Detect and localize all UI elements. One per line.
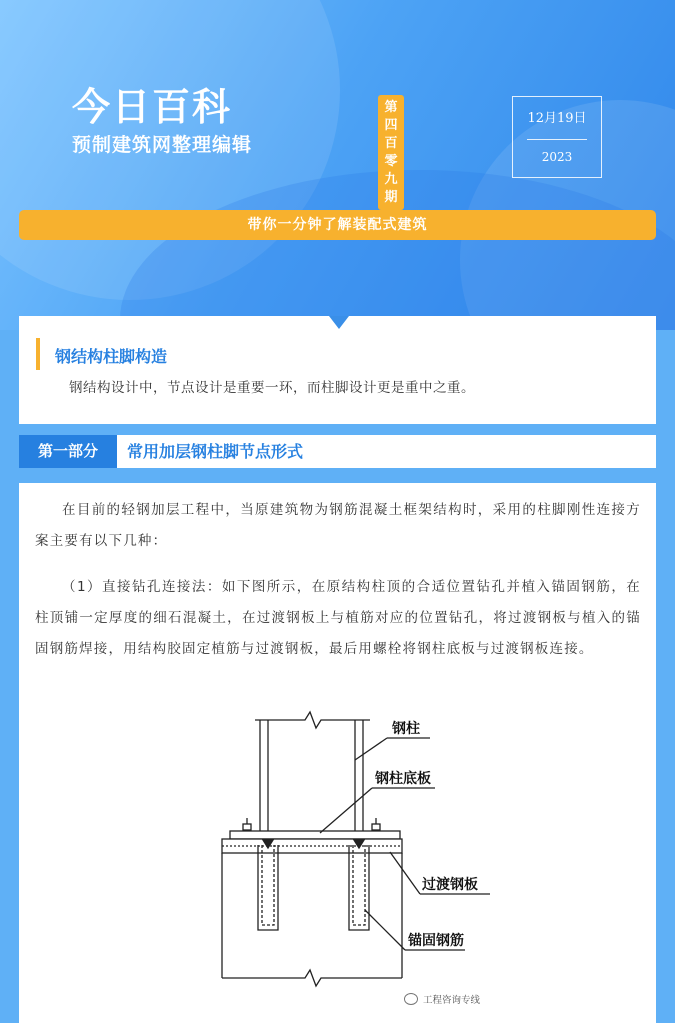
body-paragraph: （1）直接钻孔连接法：如下图所示，在原结构柱顶的合适位置钻孔并植入锚固钢筋，在柱顶铺一定厚度的细石混凝土，在过渡钢板上与植筋对应的位置钻孔，将过渡钢板与植入的锚固钢筋焊接，用结构胶固定植筋与过渡钢板，最后用螺栓将钢柱底板与过渡钢板连接。	[35, 579, 641, 657]
header-banner	[0, 0, 675, 330]
issue-char: 零	[384, 153, 398, 169]
page-title: 今日百科	[72, 85, 233, 129]
issue-char: 九	[384, 171, 398, 187]
label-transition-plate: 过渡钢板	[422, 877, 478, 893]
intro-text: 钢结构设计中，节点设计是重要一环，而柱脚设计更是重中之重。	[69, 380, 475, 396]
label-steel-column: 钢柱	[392, 721, 420, 737]
column-base-drawing	[200, 700, 500, 1000]
intro-heading: 钢结构柱脚构造	[55, 347, 168, 366]
page-subtitle: 预制建筑网整理编辑	[72, 134, 253, 156]
issue-char: 第	[384, 99, 398, 115]
date-day: 12月19日	[527, 111, 587, 126]
section-title: 常用加层钢柱脚节点形式	[127, 442, 304, 461]
intro-card	[19, 316, 656, 424]
tagline-banner: 带你一分钟了解装配式建筑	[19, 210, 656, 240]
heading-accent-bar	[36, 338, 40, 370]
date-box	[512, 96, 602, 178]
section-tag: 第一部分	[19, 435, 117, 468]
date-divider	[527, 139, 587, 140]
issue-char: 期	[384, 189, 398, 205]
down-arrow-icon	[329, 316, 349, 329]
issue-badge	[378, 95, 404, 210]
wechat-icon	[404, 993, 418, 1005]
date-year: 2023	[541, 150, 573, 164]
section-header	[19, 435, 656, 468]
issue-char: 百	[384, 135, 398, 151]
watermark-text: 工程咨询专线	[423, 995, 481, 1006]
label-anchor-bar: 锚固钢筋	[408, 933, 464, 949]
body-paragraph: 在目前的轻钢加层工程中，当原建筑物为钢筋混凝土框架结构时，采用的柱脚刚性连接方案主要有以下几种：	[35, 502, 641, 549]
label-base-plate: 钢柱底板	[375, 771, 431, 787]
watermark	[404, 992, 480, 1006]
issue-char: 四	[384, 117, 398, 133]
